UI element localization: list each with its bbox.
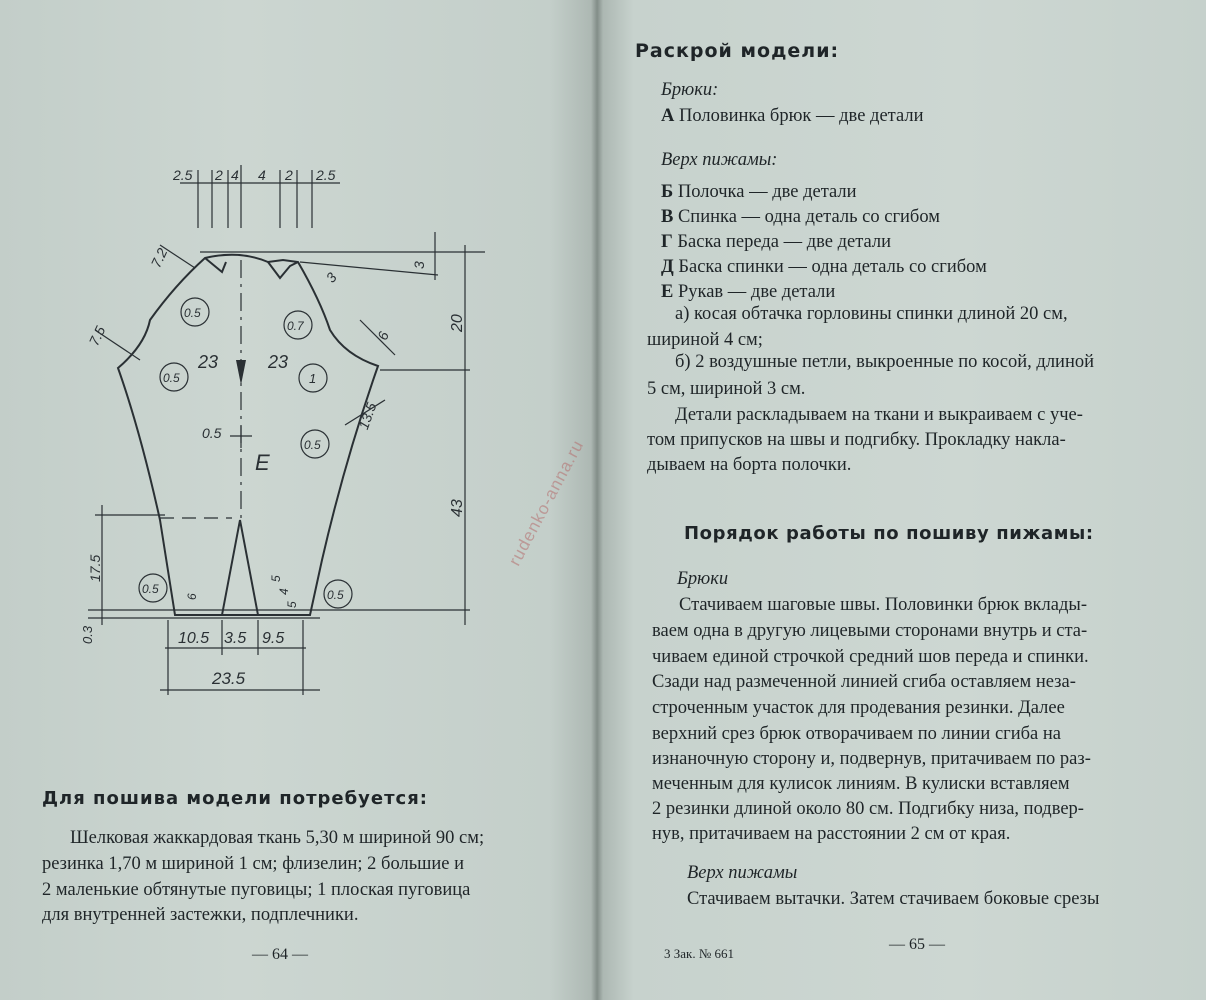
materials-line: 2 маленькие обтянутые пуговицы; 1 плоская пуговица xyxy=(42,880,471,900)
circle-label xyxy=(299,364,327,392)
materials-line: Шелковая жаккардовая ткань 5,30 м шириной 90 см; xyxy=(70,828,485,848)
top-item xyxy=(661,205,940,229)
dim-17-5: 17.5 xyxy=(87,554,103,582)
materials-line: резинка 1,70 м шириной 1 см; флизелин; 2 большие и xyxy=(42,854,465,874)
circle-label xyxy=(181,298,209,326)
hem-dim-4: 4 xyxy=(277,588,291,595)
materials-heading: Для пошива модели потребуется: xyxy=(42,788,428,809)
item-text: Спинка — одна деталь со сгибом xyxy=(677,207,940,227)
trousers-text-line: нув, притачиваем на расстоянии 2 см от края. xyxy=(652,824,1011,844)
trousers-text-line: меченным для кулисок линиям. В кулиски вставляем xyxy=(652,774,1070,794)
label-23-left: 23 xyxy=(198,352,219,372)
svg-text:0.5: 0.5 xyxy=(163,371,180,385)
left-page xyxy=(0,0,597,1000)
item-letter: Д xyxy=(661,257,674,277)
item-text: Баска спинки — одна деталь со сгибом xyxy=(678,257,987,277)
top-dim-4: 4 xyxy=(258,167,266,183)
label-23-right: 23 xyxy=(268,352,289,372)
trousers-text-line: чиваем единой строчкой средний шов переда и спинки. xyxy=(652,647,1089,667)
extra-line: б) 2 воздушные петли, выкроенные по косой, длиной xyxy=(675,352,1094,372)
bottom-dim-3: 9.5 xyxy=(262,630,285,647)
trousers-text-line: верхний срез брюк отворачиваем по линии сгиба на xyxy=(652,724,1062,744)
svg-text:0.5: 0.5 xyxy=(184,306,201,320)
label-e: Е xyxy=(255,450,270,475)
top-dim-6: 2.5 xyxy=(316,167,336,183)
hem-dim-6: 6 xyxy=(185,593,199,600)
work-heading: Порядок работы по пошиву пижамы: xyxy=(684,523,1094,544)
page-number-right: — 65 — xyxy=(889,936,945,953)
footer-mark: 3 Зак. № 661 xyxy=(664,946,735,961)
item-letter: Г xyxy=(661,232,673,252)
right-page xyxy=(597,0,1206,1000)
cut-heading: Раскрой модели: xyxy=(635,40,840,62)
trousers-text-line: Сзади над размеченной линией сгиба оставляем неза- xyxy=(652,672,1076,692)
item-text: Половинка брюк — две детали xyxy=(679,106,924,126)
trousers-text-line: строченным участок для продевания резинки. Далее xyxy=(652,698,1065,718)
top-dim-2: 2 xyxy=(215,167,223,183)
svg-text:1: 1 xyxy=(309,371,317,386)
circle-label xyxy=(284,311,312,339)
item-letter: В xyxy=(661,207,674,227)
svg-text:0.5: 0.5 xyxy=(327,588,344,602)
dim-total: 23.5 xyxy=(212,669,246,688)
page-number-left: — 64 — xyxy=(252,946,308,963)
item-letter: Е xyxy=(661,282,674,302)
item-text: Рукав — две детали xyxy=(677,282,836,302)
top-item xyxy=(661,280,835,304)
extra-line: Детали раскладываем на ткани и выкраиваем с уче- xyxy=(675,405,1083,425)
hem-dim-5: 5 xyxy=(269,575,283,582)
top-subheading: Верх пижамы xyxy=(687,863,798,883)
circle-label xyxy=(324,580,352,608)
extra-line: том припусков на швы и подгибку. Прокладку накла- xyxy=(647,430,1066,450)
extra-line: шириной 4 см; xyxy=(647,330,763,350)
trousers-item xyxy=(661,104,923,128)
dim-3-side: 3 xyxy=(411,261,427,269)
dim-20: 20 xyxy=(449,314,466,332)
item-text: Полочка — две детали xyxy=(677,182,857,202)
top-text-line: Стачиваем вытачки. Затем стачиваем боковые срезы xyxy=(687,889,1100,909)
top-dim-5: 2 xyxy=(285,167,293,183)
top-item xyxy=(661,180,857,204)
svg-text:0.7: 0.7 xyxy=(287,319,304,333)
dim-7-5: 7.5 xyxy=(85,323,109,349)
trousers-text-line: изнаночную сторону и, подвернув, притачиваем по раз- xyxy=(652,749,1091,769)
trousers-label: Брюки: xyxy=(661,80,719,100)
extra-line: дываем на борта полочки. xyxy=(647,455,852,475)
item-letter: Б xyxy=(661,182,674,202)
top-item xyxy=(661,230,891,254)
materials-line: для внутренней застежки, подплечники. xyxy=(42,905,359,925)
bottom-dim-1: 10.5 xyxy=(178,630,210,647)
trousers-text-line: 2 резинки длиной около 80 см. Подгибку низа, подвер- xyxy=(652,799,1084,819)
dim-13-5: 13.5 xyxy=(355,400,380,432)
extra-line: 5 см, шириной 3 см. xyxy=(647,379,806,399)
top-label: Верх пижамы: xyxy=(661,150,778,170)
book-gutter xyxy=(591,0,603,1000)
dim-0-5-center: 0.5 xyxy=(202,425,222,441)
item-text: Баска переда — две детали xyxy=(677,232,892,252)
circle-label xyxy=(139,574,167,602)
item-letter: А xyxy=(661,106,675,126)
trousers-subheading: Брюки xyxy=(677,569,729,589)
trousers-text-line: Стачиваем шаговые швы. Половинки брюк вклады- xyxy=(679,595,1087,615)
dim-6: 6 xyxy=(374,329,392,343)
top-dim-3: 4 xyxy=(231,167,239,183)
circle-label xyxy=(160,363,188,391)
sleeve-pattern-diagram xyxy=(0,0,597,720)
trousers-text-line: ваем одна в другую лицевыми сторонами внутрь и ста- xyxy=(652,621,1088,641)
svg-text:0.5: 0.5 xyxy=(142,582,159,596)
extra-line: а) косая обтачка горловины спинки длиной 20 см, xyxy=(675,304,1068,324)
hem-dim-5b: 5 xyxy=(285,601,299,608)
dim-0-3: 0.3 xyxy=(80,625,95,644)
circle-label xyxy=(301,430,329,458)
dim-7-2: 7.2 xyxy=(147,245,171,271)
dim-43: 43 xyxy=(449,499,466,517)
top-item xyxy=(661,255,987,279)
dim-3-top: 3 xyxy=(322,269,340,286)
bottom-dim-2: 3.5 xyxy=(224,630,247,647)
svg-text:0.5: 0.5 xyxy=(304,438,321,452)
watermark: rudenko-anna.ru xyxy=(505,436,588,569)
top-dim-1: 2.5 xyxy=(173,167,193,183)
